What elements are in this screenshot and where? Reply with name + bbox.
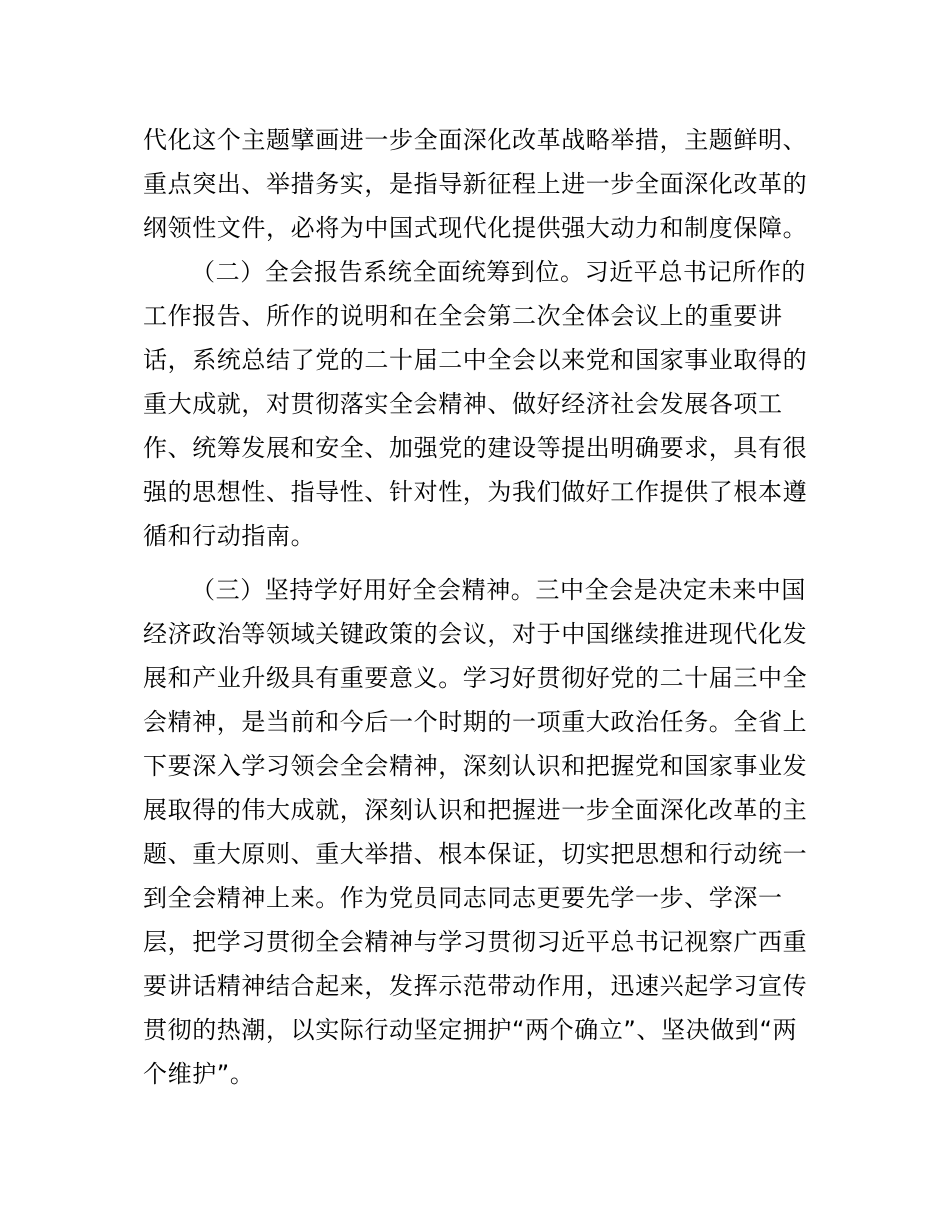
paragraph-3-line-12: 个维护”。: [143, 1060, 255, 1088]
paragraph-3-line-5: 下要深入学习领会全会精神，深刻认识和把握党和国家事业发: [143, 752, 808, 780]
paragraph-2-line-3: 话，系统总结了党的二十届二中全会以来党和国家事业取得的: [143, 346, 808, 374]
paragraph-3-line-3: 展和产业升级具有重要意义。学习好贯彻好党的二十届三中全: [143, 664, 808, 692]
paragraph-1-line-3: 纲领性文件，必将为中国式现代化提供强大动力和制度保障。: [143, 214, 808, 242]
paragraph-3-line-9: 层，把学习贯彻全会精神与学习贯彻习近平总书记视察广西重: [143, 928, 808, 956]
paragraph-3-line-7: 题、重大原则、重大举措、根本保证，切实把思想和行动统一: [143, 840, 808, 868]
paragraph-1-line-1: 代化这个主题擘画进一步全面深化改革战略举措，主题鲜明、: [143, 126, 808, 154]
paragraph-1-line-2: 重点突出、举措务实，是指导新征程上进一步全面深化改革的: [143, 170, 808, 198]
paragraph-3-line-8: 到全会精神上来。作为党员同志同志更要先学一步、学深一: [143, 884, 783, 912]
paragraph-2-line-7: 循和行动指南。: [143, 522, 316, 550]
paragraph-2-line-1: （二）全会报告系统全面统筹到位。习近平总书记所作的: [191, 258, 806, 286]
paragraph-2-line-5: 作、统筹发展和安全、加强党的建设等提出明确要求，具有很: [143, 434, 808, 462]
paragraph-2-line-6: 强的思想性、指导性、针对性，为我们做好工作提供了根本遵: [143, 478, 808, 506]
paragraph-2-line-2: 工作报告、所作的说明和在全会第二次全体会议上的重要讲: [143, 302, 783, 330]
paragraph-3-line-1: （三）坚持学好用好全会精神。三中全会是决定未来中国: [191, 576, 806, 604]
paragraph-3-line-11: 贯彻的热潮，以实际行动坚定拥护“两个确立”、坚决做到“两: [143, 1016, 798, 1044]
paragraph-3-line-6: 展取得的伟大成就，深刻认识和把握进一步全面深化改革的主: [143, 796, 808, 824]
paragraph-3-line-10: 要讲话精神结合起来，发挥示范带动作用，迅速兴起学习宣传: [143, 972, 808, 1000]
paragraph-3-line-2: 经济政治等领域关键政策的会议，对于中国继续推进现代化发: [143, 620, 808, 648]
paragraph-3-line-4: 会精神，是当前和今后一个时期的一项重大政治任务。全省上: [143, 708, 808, 736]
paragraph-2-line-4: 重大成就，对贯彻落实全会精神、做好经济社会发展各项工: [143, 390, 783, 418]
